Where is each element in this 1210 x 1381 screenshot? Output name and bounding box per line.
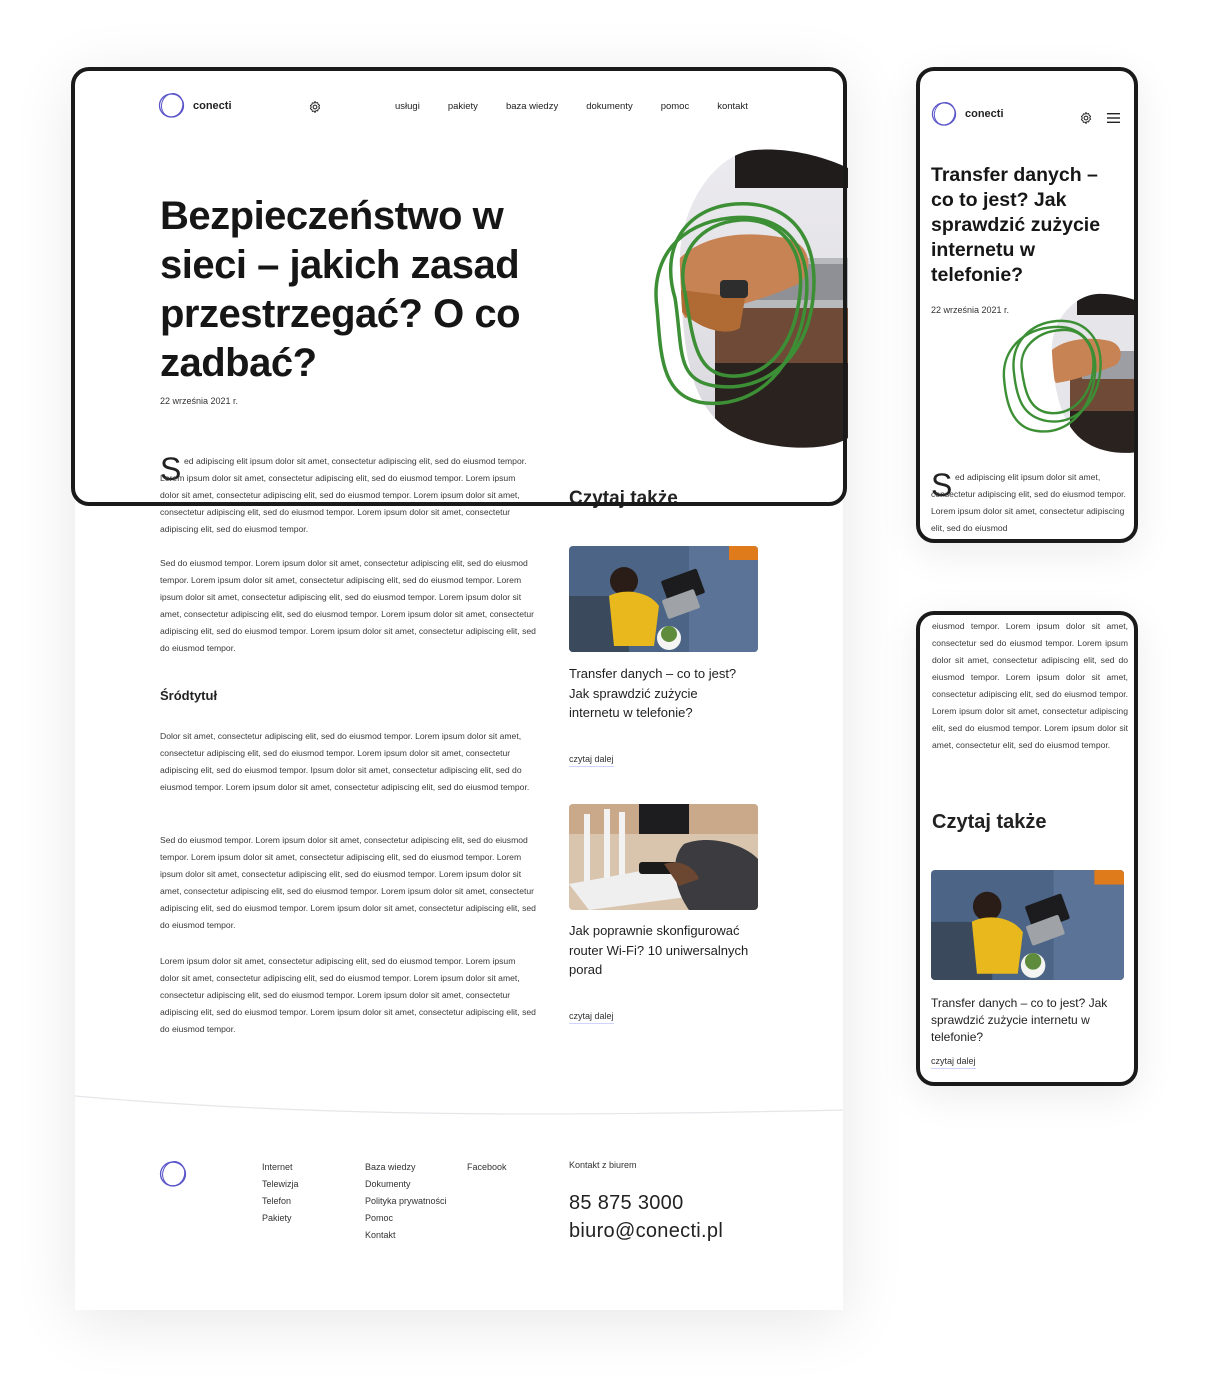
card-photo-laptop (931, 870, 1124, 980)
article-paragraph-2: Sed do eiusmod tempor. Lorem ipsum dolor sit amet, consectetur adipiscing elit, sed do eiusmod tempor. Lorem ipsum dolor sit amet, consectetur adipiscing elit, sed do eiusmod tempor. Lorem ipsum dolor sit amet, consectetur adipiscing elit, sed do eiusmod tempor. Lorem ipsum dolor sit amet, consectetur adipiscing elit, sed do eiusmod tempor. Lorem ipsum dolor sit amet, consectetur adipiscing elit, sed do eiusmod tempor. Lorem ipsum dolor sit amet, consectetur adipiscing elit, sed do eiusmod tempor. (160, 558, 536, 653)
drop-cap: S (160, 451, 182, 487)
nav-item-kontakt[interactable]: kontakt (717, 101, 748, 112)
page-title: Bezpieczeństwo w sieci – jakich zasad przestrzegać? O co zadbać? (160, 194, 521, 385)
footer-link-kontakt[interactable]: Kontakt (365, 1230, 396, 1240)
mobile-read-also-title: Czytaj także (932, 811, 1047, 833)
footer-link-facebook[interactable]: Facebook (467, 1162, 507, 1172)
footer-link-polityka[interactable]: Polityka prywatności (365, 1196, 447, 1206)
settings-gear-icon[interactable] (1079, 111, 1093, 125)
mobile-article-date: 22 września 2021 r. (931, 305, 1010, 315)
mobile-hero-image (992, 293, 1138, 453)
mobile-mockup-bottom (916, 611, 1138, 1086)
footer-contact-label: Kontakt z biurem (569, 1160, 637, 1170)
mobile-page-title: Transfer danych – co to jest? Jak sprawdzić zużycie internetu w telefonie? (931, 164, 1101, 286)
card-link-router[interactable]: czytaj dalej (569, 1011, 614, 1024)
logo-ring-icon (931, 101, 957, 127)
hero-image (565, 148, 848, 448)
footer-link-pomoc[interactable]: Pomoc (365, 1213, 394, 1223)
footer-logo-icon[interactable] (159, 1160, 187, 1188)
footer-email[interactable]: biuro@conecti.pl (569, 1220, 724, 1242)
nav-item-dokumenty[interactable]: dokumenty (586, 101, 633, 112)
mobile-logo-text: conecti (965, 108, 1004, 120)
mobile-mockup-top (916, 67, 1138, 543)
mobile-drop-cap: S (931, 467, 953, 503)
card-photo-router (569, 804, 758, 910)
footer-col-social (467, 1159, 507, 1176)
article-subheading: Śródtytuł (160, 688, 218, 703)
footer-link-telefon[interactable]: Telefon (262, 1196, 292, 1206)
article-paragraph-4: Sed do eiusmod tempor. Lorem ipsum dolor sit amet, consectetur adipiscing elit, sed do eiusmod tempor. Lorem ipsum dolor sit amet, consectetur adipiscing elit, sed do eiusmod tempor. Lorem ipsum dolor sit amet, consectetur adipiscing elit, sed do eiusmod tempor. Lorem ipsum dolor sit amet, consectetur adipiscing elit, sed do eiusmod tempor. Lorem ipsum dolor sit amet, consectetur adipiscing elit, sed do eiusmod tempor. Lorem ipsum dolor sit amet, consectetur adipiscing elit, sed do eiusmod tempor. (160, 835, 536, 930)
card-title-transfer[interactable]: Transfer danych – co to jest? Jak sprawdzić zużycie internetu w telefonie? (569, 666, 737, 720)
card-link-transfer[interactable]: czytaj dalej (569, 754, 614, 767)
logo-ring-icon (158, 92, 185, 119)
mobile-card-image[interactable] (931, 870, 1124, 980)
footer-link-pakiety[interactable]: Pakiety (262, 1213, 292, 1223)
footer-link-dokumenty[interactable]: Dokumenty (365, 1179, 411, 1189)
mobile-logo[interactable] (931, 101, 1004, 127)
article-paragraph-5: Lorem ipsum dolor sit amet, consectetur adipiscing elit, sed do eiusmod tempor. Lorem ipsum dolor sit amet, consectetur adipiscing elit, sed do eiusmod tempor. Lorem ipsum dolor sit amet, consectetur adipiscing elit, sed do eiusmod tempor. Lorem ipsum dolor sit amet, consectetur adipiscing elit, sed do eiusmod tempor. Lorem ipsum dolor sit amet, consectetur adipiscing elit, sed do eiusmod tempor. (160, 956, 536, 1034)
nav-item-pakiety[interactable]: pakiety (447, 101, 478, 112)
article-paragraph-1: ed adipiscing elit ipsum dolor sit amet, consectetur adipiscing elit, sed do eiusmod tempor. Lorem ipsum dolor sit amet, consectetur adipiscing elit, sed do eiusmod tempor. Lorem ipsum dolor sit amet, consectetur adipiscing elit, sed do eiusmod tempor. Lorem ipsum dolor sit amet, consectetur adipiscing elit, sed do eiusmod tempor. Lorem ipsum dolor sit amet, consectetur adipiscing elit, sed do eiusmod tempor. (160, 456, 527, 534)
card-photo-laptop (569, 546, 758, 652)
logo[interactable] (158, 92, 232, 119)
mobile-card-title[interactable]: Transfer danych – co to jest? Jak sprawdzić zużycie internetu w telefonie? (931, 996, 1108, 1044)
footer-link-baza-wiedzy[interactable]: Baza wiedzy (365, 1162, 416, 1172)
read-also-title: Czytaj także (569, 488, 678, 509)
footer-divider (75, 1088, 843, 1128)
article-paragraph-3: Dolor sit amet, consectetur adipiscing elit, sed do eiusmod tempor. Lorem ipsum dolor sit amet, consectetur adipiscing elit, sed do eiusmod tempor. Lorem ipsum dolor sit amet, consectetur adipiscing elit, sed do eiusmod tempor. Ipsum dolor sit amet, consectetur adipiscing elit, sed do eiusmod tempor. Lorem ipsum dolor sit amet, consectetur adipiscing elit, sed do eiusmod tempor. (160, 731, 530, 792)
footer-col-services (262, 1159, 299, 1227)
nav-item-pomoc[interactable]: pomoc (660, 101, 690, 112)
nav-item-baza-wiedzy[interactable]: baza wiedzy (505, 101, 559, 112)
card-image-router[interactable] (569, 804, 758, 910)
mobile-card-link[interactable]: czytaj dalej (931, 1056, 976, 1069)
footer-link-internet[interactable]: Internet (262, 1162, 293, 1172)
card-title-router[interactable]: Jak poprawnie skonfigurować router Wi-Fi? 10 uniwersalnych porad (569, 923, 749, 977)
mobile-intro-text: ed adipiscing elit ipsum dolor sit amet, consectetur adipiscing elit, sed do eiusmod tempor. Lorem ipsum dolor sit amet, consectetur adipiscing elit, sed do eiusmod (931, 472, 1126, 533)
mobile-article-text: eiusmod tempor. Lorem ipsum dolor sit amet, consectetur sed do eiusmod tempor. Lorem ipsum dolor sit amet, consectetur adipiscing elit, sed do eiusmod tempor. Lorem ipsum dolor sit amet, consectetur adipiscing elit, sed do eiusmod tempor. Lorem ipsum dolor sit amet, consectetur adipiscing elit, sed do eiusmod tempor. Lorem ipsum dolor sit amet, consectetur elit, sed do eiusmod tempor. (932, 621, 1128, 750)
hamburger-menu-icon[interactable] (1107, 112, 1120, 124)
footer-phone[interactable]: 85 875 3000 (569, 1192, 684, 1214)
footer-col-info (365, 1159, 447, 1244)
settings-gear-icon[interactable] (308, 100, 322, 114)
card-image-transfer[interactable] (569, 546, 758, 652)
desktop-page (75, 70, 843, 1310)
main-nav (395, 101, 748, 112)
logo-text: conecti (193, 99, 232, 112)
footer-link-telewizja[interactable]: Telewizja (262, 1179, 299, 1189)
nav-item-uslugi[interactable]: usługi (395, 101, 420, 112)
article-date: 22 września 2021 r. (160, 396, 239, 406)
